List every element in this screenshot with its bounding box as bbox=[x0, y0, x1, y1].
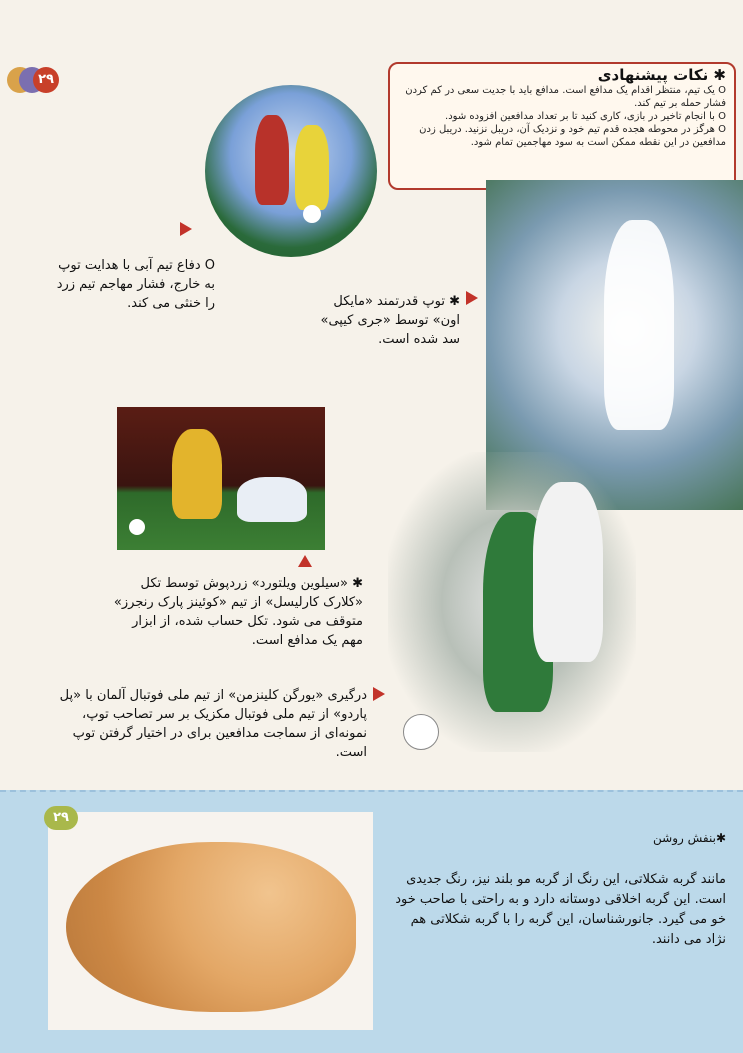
photo-blue-vs-yellow bbox=[205, 85, 377, 257]
caption-blue-defense: O دفاع تیم آبی با هدایت توپ به خارج، فشار مهاجم تیم زرد را خنثی می کند. bbox=[56, 258, 215, 311]
caption-owen bbox=[320, 292, 460, 349]
photo-silvinho-tackle bbox=[117, 407, 325, 550]
asterisk-icon: ✱ bbox=[347, 576, 363, 591]
player-yellow-figure bbox=[172, 429, 222, 519]
cat-caption-title-text: بنفش روشن bbox=[653, 831, 716, 845]
caption-silvinho bbox=[108, 574, 363, 650]
cat-caption bbox=[388, 828, 726, 950]
ball-icon bbox=[403, 714, 439, 750]
tip-item: O با انجام تاخیر در بازی، کاری کنید تا بر تعداد مدافعین افزوده شود. bbox=[445, 111, 726, 122]
page-number-badge: ۲۹ bbox=[33, 67, 59, 93]
photo-klinsmann-challenge bbox=[388, 452, 636, 752]
tips-title-text: نکات پیشنهادی bbox=[597, 66, 709, 84]
photo-cat bbox=[48, 812, 373, 1030]
player-yellow-figure bbox=[295, 125, 329, 210]
arrow-right-icon bbox=[180, 222, 192, 236]
page-number-badge-lower: ۲۹ bbox=[44, 806, 78, 830]
asterisk-icon: ✱ bbox=[444, 294, 460, 309]
ball-icon bbox=[303, 205, 321, 223]
player-red-figure bbox=[255, 115, 289, 205]
arrow-right-icon bbox=[466, 291, 478, 305]
tips-title: ✱ نکات پیشنهادی bbox=[597, 66, 726, 84]
player-white-figure bbox=[237, 477, 307, 522]
player-white-figure bbox=[533, 482, 603, 662]
tips-box bbox=[388, 62, 736, 190]
caption-silvinho-text: «سیلوین ویلتورد» زردپوش توسط تکل «کلارک کارلیسل» از تیم «کوئینز پارک رنجرز» متوقف می شود. تکل حساب شده، از ابزار مهم یک مدافع است. bbox=[113, 576, 363, 648]
cat-caption-title: ✱بنفش روشن bbox=[653, 831, 726, 845]
cat-caption-body: مانند گربه شکلاتی، این رنگ از گربه مو بلند نیز، رنگ جدیدی است. این گربه اخلاقی دوستانه دارد و به راحتی با صاحب خود خو می گیرد. جانورشناسان، این گربه را با گربه شکلاتی هم نژاد می دانند. bbox=[395, 872, 726, 947]
tip-item: O هرگز در محوطه هجده قدم تیم خود و نزدیک آن، دریبل نزنید. دریبل زدن مدافعین در این نقطه ممکن است به سود مهاجمین تمام شود. bbox=[419, 124, 726, 148]
caption-klinsmann: درگیری «یورگن کلینزمن» از تیم ملی فوتبال آلمان با «پل پاردو» از تیم ملی فوتبال مکزیک بر سر تصاحب توپ، نمونه‌ای از سماجت مدافعین برای در اختیار گرفتن توپ است. bbox=[59, 688, 367, 760]
arrow-right-icon bbox=[373, 687, 385, 701]
arrow-up-icon bbox=[298, 555, 312, 567]
caption-owen-text: توپ قدرتمند «مایکل اون» توسط «جری کیپی» سد شده است. bbox=[320, 294, 460, 347]
player-white-figure bbox=[604, 220, 674, 430]
tip-item: O یک تیم، منتظر اقدام یک مدافع است. مدافع باید با جدیت سعی در کم کردن فشار حمله بر تیم کند. bbox=[405, 85, 726, 109]
ball-icon bbox=[129, 519, 145, 535]
cat-figure bbox=[66, 842, 356, 1012]
